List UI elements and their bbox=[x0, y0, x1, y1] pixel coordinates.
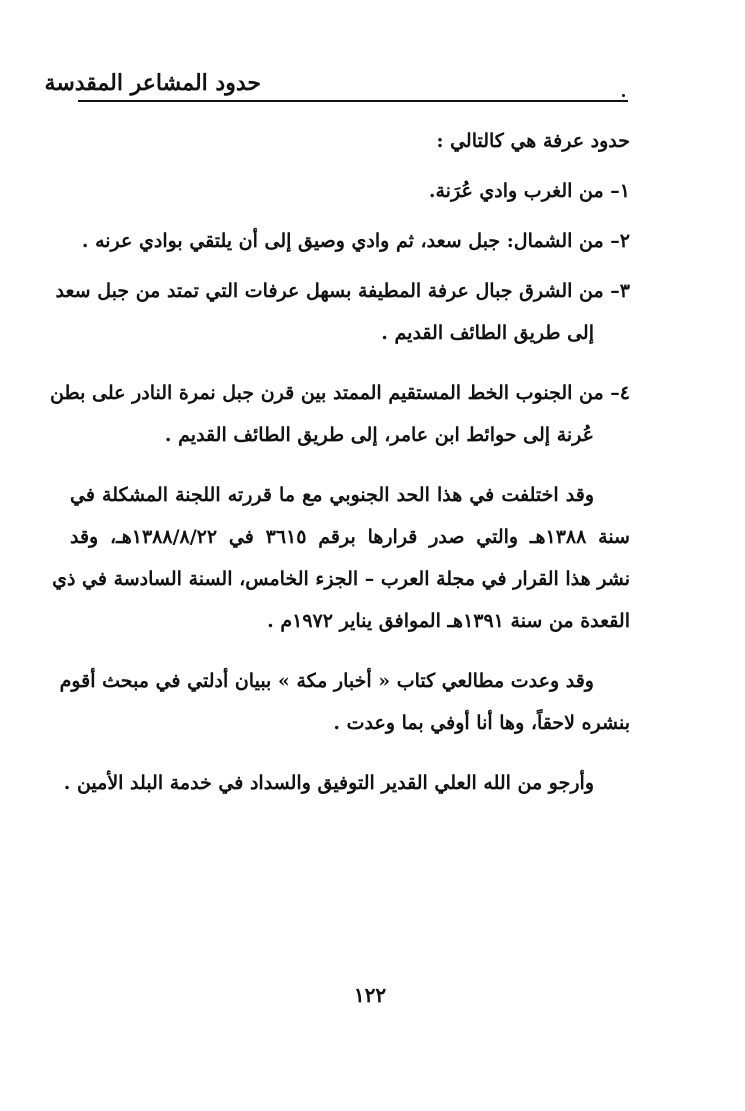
list-item-4-line-2: عُرنة إلى حوائط ابن عامر، إلى طريق الطائف القديم . bbox=[164, 424, 594, 446]
header-rule bbox=[78, 100, 628, 102]
list-item-3-line-2: إلى طريق الطائف القديم . bbox=[381, 322, 594, 344]
list-item-4-line-1: ٤– من الجنوب الخط المستقيم الممتد بين قرن جبل نمرة النادر على بطن bbox=[50, 382, 630, 404]
main-text bbox=[50, 120, 630, 804]
list-item-3-line-1: ٣– من الشرق جبال عرفة المطيفة بسهل عرفات التي تمتد من جبل سعد bbox=[55, 280, 630, 302]
paragraph-1-line-2: سنة ١٣٨٨هـ والتي صدر قرارها برقم ٣٦١٥ في ١٣٨٨/٨/٢٢هـ، وقد bbox=[70, 526, 630, 548]
list-item-1: ١– من الغرب وادي عُرَنة. bbox=[428, 180, 630, 202]
header-dot bbox=[622, 94, 625, 97]
paragraph-2-line-2: بنشره لاحقاً، وها أنا أوفي بما وعدت . bbox=[333, 712, 630, 734]
intro-line: حدود عرفة هي كالتالي : bbox=[436, 130, 630, 152]
list-item-2: ٢– من الشمال: جبل سعد، ثم وادي وصيق إلى أن يلتقي بوادي عرنه . bbox=[81, 230, 630, 252]
paragraph-2-line-1: وقد وعدت مطالعي كتاب « أخبار مكة » ببيان أدلتي في مبحث أقوم bbox=[59, 670, 594, 692]
paragraph-1-line-3: نشر هذا القرار في مجلة العرب – الجزء الخامس، السنة السادسة في ذي bbox=[52, 568, 630, 590]
page-number: ١٢٢ bbox=[353, 983, 387, 1007]
paragraph-1-line-1: وقد اختلفت في هذا الحد الجنوبي مع ما قررته اللجنة المشكلة في bbox=[70, 484, 594, 506]
paragraph-3-line-1: وأرجو من الله العلي القدير التوفيق والسداد في خدمة البلد الأمين . bbox=[63, 772, 594, 794]
paragraph-1-line-4: القعدة من سنة ١٣٩١هـ الموافق يناير ١٩٧٢م . bbox=[267, 610, 630, 632]
running-header-title: حدود المشاعر المقدسة bbox=[44, 70, 261, 96]
